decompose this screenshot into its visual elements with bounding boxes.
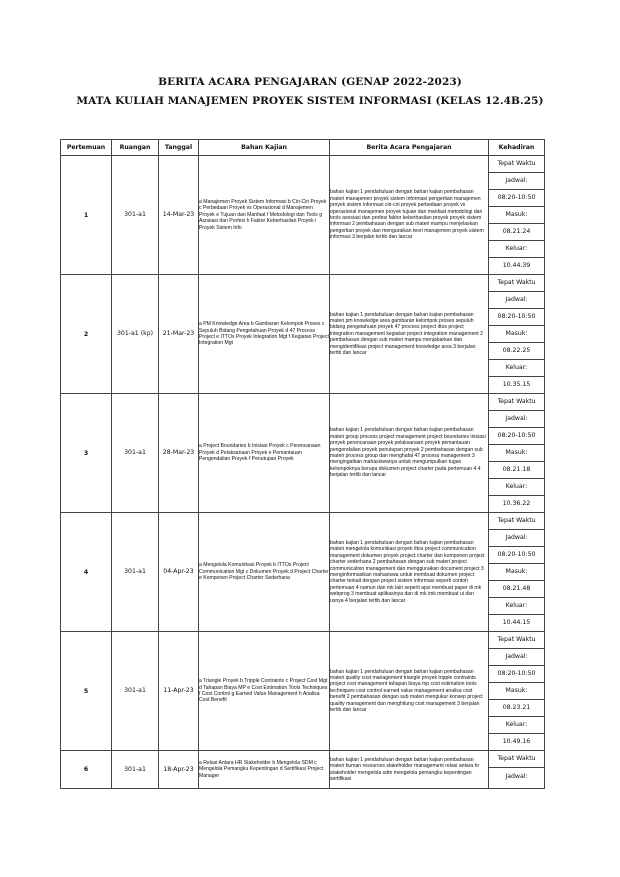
- cell-ruangan: 301-a1: [112, 513, 159, 632]
- cell-pertemuan: 3: [61, 394, 112, 513]
- cell-bahan-kajian: a Triangle Proyek b Tripple Contraints c Project Cost Mgt d Tahapan Biaya MP e Cost Estimation Tools Techniques f Cost Control g Earned Value Management h Analisa Cost Benefit: [199, 632, 330, 751]
- kehadiran-entry: 08:20-10:50: [489, 428, 544, 445]
- kehadiran-entry: 08.21.24: [489, 224, 544, 241]
- cell-tanggal: 14-Mar-23: [159, 156, 199, 275]
- cell-tanggal: 11-Apr-23: [159, 632, 199, 751]
- kehadiran-entry: Keluar:: [489, 598, 544, 615]
- table-row: [61, 156, 545, 275]
- kehadiran-entry: 08.21.48: [489, 581, 544, 598]
- kehadiran-entry: Tepat Waktu: [489, 632, 544, 649]
- table-row: [61, 632, 545, 751]
- kehadiran-entry: 08:20-10:50: [489, 190, 544, 207]
- cell-bahan-kajian: a Relasi Antara HR Stakeholder b Mengelola SDM c Mengelola Pemangku Kepentingan d Sertifikasi Project Manager: [199, 751, 330, 789]
- kehadiran-entry: 08:20-10:50: [489, 547, 544, 564]
- attendance-table: [60, 139, 545, 789]
- header-berita-acara: Berita Acara Pengajaran: [330, 140, 489, 156]
- cell-ruangan: 301-a1: [112, 394, 159, 513]
- cell-tanggal: 04-Apr-23: [159, 513, 199, 632]
- cell-berita-acara: bahan kajian 1 pendahuluan dengan bahan kajian pembahasan materi group process project management project boundaries inisiasi proyek perencanaan proyek pelaksanaan proyek pemantauan pengendalian proyek penutupan proyek 2 pembahasan dengan sub materi process group dan menghafal 47 process management 3 mengingatkan mahasiswanya untuk mengumpulkan tugas kelompoknya berupa dokumen project charter pada pertemuan 4 4 berjalan tertib dan lancar: [330, 394, 489, 513]
- kehadiran-entry: Tepat Waktu: [489, 275, 544, 292]
- header-bahan-kajian: Bahan Kajian: [199, 140, 330, 156]
- kehadiran-entry: Tepat Waktu: [489, 394, 544, 411]
- cell-pertemuan: 4: [61, 513, 112, 632]
- kehadiran-entry: 08:20-10:50: [489, 309, 544, 326]
- cell-kehadiran: [489, 513, 545, 632]
- cell-tanggal: 18-Apr-23: [159, 751, 199, 789]
- cell-berita-acara: bahan kajian 1 pendahuluan dengan bahan kajian pembahasan materi manajemen proyek sistem informasi pengertian manajemen proyek sistem informasi ciri-ciri proyek perbedaan proyek vs operasional manajemen proyek tujuan dan manfaat metodologi dan tools asosiasi dan profesi faktor keberhasilan proyek proyek sistem informasi 2 pembahasan dengan sub materi mampu menjelaskan pengertian proyek dan menguraikan teori manajemen proyek sistem informasi 3 berjalan tertib dan lancar: [330, 156, 489, 275]
- kehadiran-entry: 08.21.18: [489, 462, 544, 479]
- table-row: [61, 394, 545, 513]
- kehadiran-entry: Keluar:: [489, 479, 544, 496]
- cell-kehadiran: [489, 394, 545, 513]
- header-pertemuan: Pertemuan: [61, 140, 112, 156]
- cell-tanggal: 28-Mar-23: [159, 394, 199, 513]
- cell-bahan-kajian: a Manajemen Proyek Sistem Informasi b Ciri-Ciri Proyek c Perbedaan Proyek vs Operasional d Manajemen Proyek e Tujuan dan Manfaat f Metodologi dan Tools g Asosiasi dan Profesi h Faktor Keberhasilan Proyek i Proyek Sistem Info: [199, 156, 330, 275]
- table-header-row: [61, 140, 545, 156]
- table-row: [61, 751, 545, 789]
- table-row: [61, 275, 545, 394]
- cell-kehadiran: [489, 632, 545, 751]
- kehadiran-entry: 10.44.39: [502, 262, 531, 269]
- kehadiran-entry: Keluar:: [489, 360, 544, 377]
- header-kehadiran: Kehadiran: [489, 140, 545, 156]
- cell-kehadiran: [489, 751, 545, 789]
- kehadiran-entry: 10.44.15: [502, 619, 531, 626]
- document-subtitle: MATA KULIAH MANAJEMEN PROYEK SISTEM INFORMASI (KELAS 12.4B.25): [76, 95, 544, 107]
- kehadiran-entry: Masuk:: [489, 564, 544, 581]
- cell-berita-acara: bahan kajian 1 pendahuluan dengan bahan kajian pembahasan materi human resources stakeholder management relasi antara hr stakeholder mengelola sdm mengelola pemangku kepentingan sertifikasi: [330, 751, 489, 789]
- kehadiran-entry: Masuk:: [489, 445, 544, 462]
- header-ruangan: Ruangan: [112, 140, 159, 156]
- kehadiran-entry: Jadwal:: [489, 530, 544, 547]
- kehadiran-entry: Jadwal:: [489, 411, 544, 428]
- cell-berita-acara: bahan kajian 1 pendahuluan dengan bahan kajian pembahasan materi pm knowledge area gambaran kelompok proses sepuluh bidang pengetahuan proyek 47 process project ittos project integration management kegiatan project integration management 2 pembahasan dengan sub materi mampu menjabarkan dan mengidentifikasi project management knowledge area 3 berjalan tertib dan lancar: [330, 275, 489, 394]
- document-title: BERITA ACARA PENGAJARAN (GENAP 2022-2023): [158, 76, 462, 88]
- kehadiran-entry: Keluar:: [489, 241, 544, 258]
- kehadiran-entry: Masuk:: [489, 207, 544, 224]
- kehadiran-entry: 08:20-10:50: [489, 666, 544, 683]
- cell-bahan-kajian: a Mengelola Komunikasi Proyek b ITTOs Project Communication Mgt c Dokumen Proyek d Project Charter e Komponen Project Charter Sederhana: [199, 513, 330, 632]
- kehadiran-entry: 10.35.15: [502, 381, 531, 388]
- cell-tanggal: 21-Mar-23: [159, 275, 199, 394]
- cell-ruangan: 301-a1: [112, 632, 159, 751]
- cell-berita-acara: bahan kajian 1 pendahuluan dengan bahan kajian pembahasan materi mengelola komunikasi proyek ittos project communication management dokumen proyek project charter dan komponen project charter sederhana 2 pembahasan dengan sub materi project communication management dan mengguraikan document project 3 menginformasikan mahasiswa untuk membuat dokumen project charter terkait dengan project sistem informasi seperti contoh pertemuan 4 namun dan mk lain seperti apsi membuat paper di mk webprog 3 membuat aplikasinya dan di mk imk membuat ui dan uxnya 4 berjalan tertib dan lancar: [330, 513, 489, 632]
- cell-bahan-kajian: a Project Boundaries b Inisiasi Proyek c Perencanaan Proyek d Pelaksanaan Proyek e Pemantauan Pengendalian Proyek f Penutupan Proyek: [199, 394, 330, 513]
- table-row: [61, 513, 545, 632]
- cell-pertemuan: 2: [61, 275, 112, 394]
- cell-kehadiran: [489, 156, 545, 275]
- kehadiran-entry: 10.36.22: [502, 500, 531, 507]
- cell-kehadiran: [489, 275, 545, 394]
- kehadiran-entry: Tepat Waktu: [489, 156, 544, 173]
- kehadiran-entry: Jadwal:: [505, 772, 528, 780]
- kehadiran-entry: Jadwal:: [489, 173, 544, 190]
- kehadiran-entry: Keluar:: [489, 717, 544, 734]
- kehadiran-entry: Jadwal:: [489, 292, 544, 309]
- cell-ruangan: 301-a1: [112, 156, 159, 275]
- cell-bahan-kajian: a PM Knowledge Area b Gambaran Kelompok Proses c Sepuluh Bidang Pengetahuan Proyek d 47 Process Project e ITTOs Proyek Integration Mgt f Kegiatan Project Integration Mgt: [199, 275, 330, 394]
- cell-ruangan: 301-a1: [112, 751, 159, 789]
- cell-pertemuan: 1: [61, 156, 112, 275]
- cell-berita-acara: bahan kajian 1 pendahuluan dengan bahan kajian pembahasan materi quality cost management triangle proyek tripple contraints project cost management tahapan biaya mp cost estimation tools techniques cost control earned value management analisa cost benefit 2 pembahasan dengan sub materi mengukur konsep project quality management dan menghitung cost management 3 berjalan tertib dan lancar: [330, 632, 489, 751]
- kehadiran-entry: Masuk:: [489, 683, 544, 700]
- kehadiran-entry: 08.23.21: [489, 700, 544, 717]
- kehadiran-entry: 08.22.25: [489, 343, 544, 360]
- kehadiran-entry: 10.49.16: [502, 738, 531, 745]
- header-tanggal: Tanggal: [159, 140, 199, 156]
- kehadiran-entry: Jadwal:: [489, 649, 544, 666]
- kehadiran-entry: Tepat Waktu: [489, 513, 544, 530]
- cell-ruangan: 301-a1 (kp): [112, 275, 159, 394]
- cell-pertemuan: 6: [61, 751, 112, 789]
- kehadiran-entry: Tepat Waktu: [489, 751, 544, 768]
- cell-pertemuan: 5: [61, 632, 112, 751]
- kehadiran-entry: Masuk:: [489, 326, 544, 343]
